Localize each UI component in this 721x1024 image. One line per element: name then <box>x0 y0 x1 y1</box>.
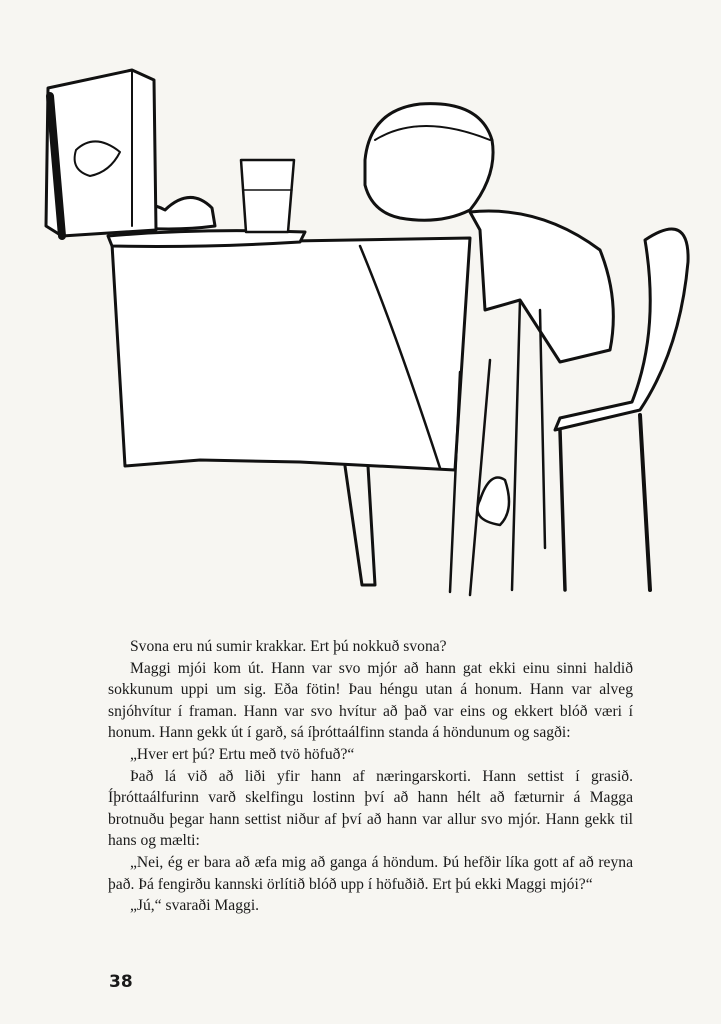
table-leg <box>345 466 375 585</box>
table-cloth <box>112 238 470 470</box>
paragraph: Maggi mjói kom út. Hann var svo mjór að hann gat ekki einu sinni haldið sokkunum uppi um sig. Eða fötin! Þau héngu utan á honum. Hann var alveg snjóhvítur í framan. Hann var svo hvítur að það var eins og ekkert blóð væri í honum. Hann gekk út í garð, sá íþróttaálfinn standa á höndunum og sagði: <box>108 659 633 742</box>
paragraph: Það lá við að liði yfir hann af næringarskorti. Hann settist í grasið. Íþróttaálfurinn varð skelfingu lostinn því að hann hélt að fæturnir á Magga brotnuðu þegar hann settist niður af því að hann var allur svo mjór. Hann gekk til hans og mælti: <box>108 767 633 850</box>
story-text <box>108 636 633 917</box>
paragraph: „Hver ert þú? Ertu með tvö höfuð?“ <box>130 745 355 763</box>
boy-head <box>365 104 493 221</box>
paragraph: „Jú,“ svaraði Maggi. <box>130 897 260 915</box>
page-number: 38 <box>109 972 133 992</box>
glass <box>241 160 294 232</box>
paragraph: „Nei, ég er bara að æfa mig að ganga á höndum. Þú hefðir líka gott af að reyna það. Þá fengirðu kannski örlítið blóð upp í höfuðið. Ert þú ekki Maggi mjói?“ <box>108 853 633 893</box>
paragraph: Svona eru nú sumir krakkar. Ert þú nokkuð svona? <box>130 638 447 655</box>
